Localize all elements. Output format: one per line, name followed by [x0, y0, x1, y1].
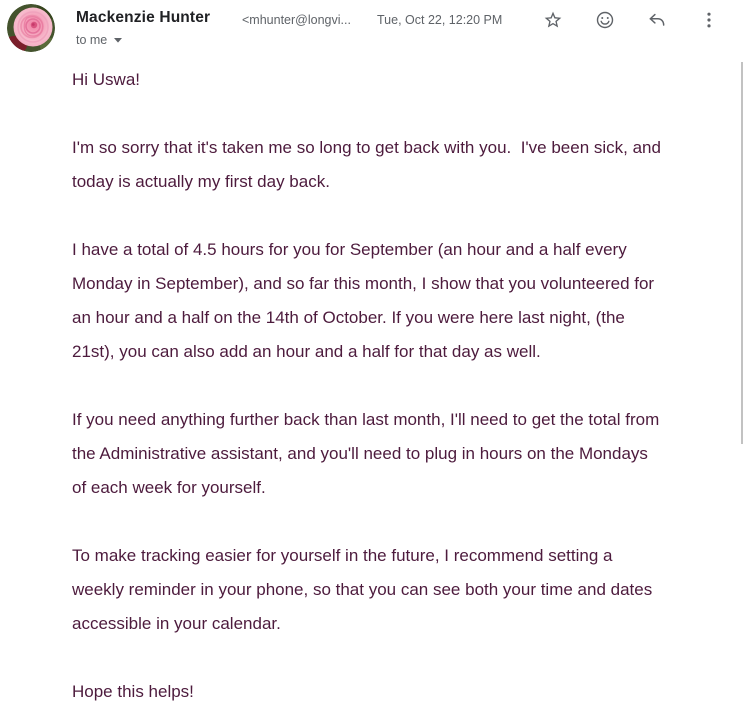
star-icon — [543, 10, 563, 30]
chevron-down-icon — [113, 37, 123, 43]
add-reaction-button[interactable] — [595, 10, 615, 30]
message-date: Tue, Oct 22, 12:20 PM — [377, 13, 503, 27]
sender-name: Mackenzie Hunter — [76, 9, 211, 26]
rose-photo-icon — [7, 4, 55, 52]
star-button[interactable] — [543, 10, 563, 30]
body-paragraph-hours: I have a total of 4.5 hours for you for September (an hour and a half every Monday in September), and so far this month, I show that you volunteered for an hour and a half on the 14th of October. If you were here last night, (the 21st), you can also add an hour and a half for that day as well. — [72, 240, 655, 361]
smiley-icon — [595, 10, 615, 30]
recipient-details-toggle[interactable] — [76, 33, 123, 47]
sender-avatar[interactable] — [7, 4, 55, 52]
message-action-bar — [543, 10, 719, 30]
body-paragraph-greeting: Hi Uswa! — [72, 70, 141, 89]
body-paragraph-apology: I'm so sorry that it's taken me so long to get back with you. I've been sick, and today is actually my first day back. — [72, 138, 661, 191]
body-paragraph-recommendation: To make tracking easier for yourself in the future, I recommend setting a weekly reminder in your phone, so that you can see both your time and dates accessible in your calendar. — [72, 546, 653, 633]
recipient-label: to me — [76, 33, 108, 47]
vertical-dots-icon — [699, 10, 719, 30]
more-options-button[interactable] — [699, 10, 719, 30]
sender-email: <mhunter@longvi... — [242, 13, 351, 27]
body-paragraph-closing: Hope this helps! — [72, 682, 194, 701]
scrollbar-thumb[interactable] — [741, 62, 743, 444]
body-paragraph-further-back: If you need anything further back than last month, I'll need to get the total from the Administrative assistant, and you'll need to plug in hours on the Mondays of each week for yourself. — [72, 410, 660, 497]
reply-button[interactable] — [647, 10, 667, 30]
email-body — [72, 63, 732, 728]
reply-arrow-icon — [647, 10, 667, 30]
